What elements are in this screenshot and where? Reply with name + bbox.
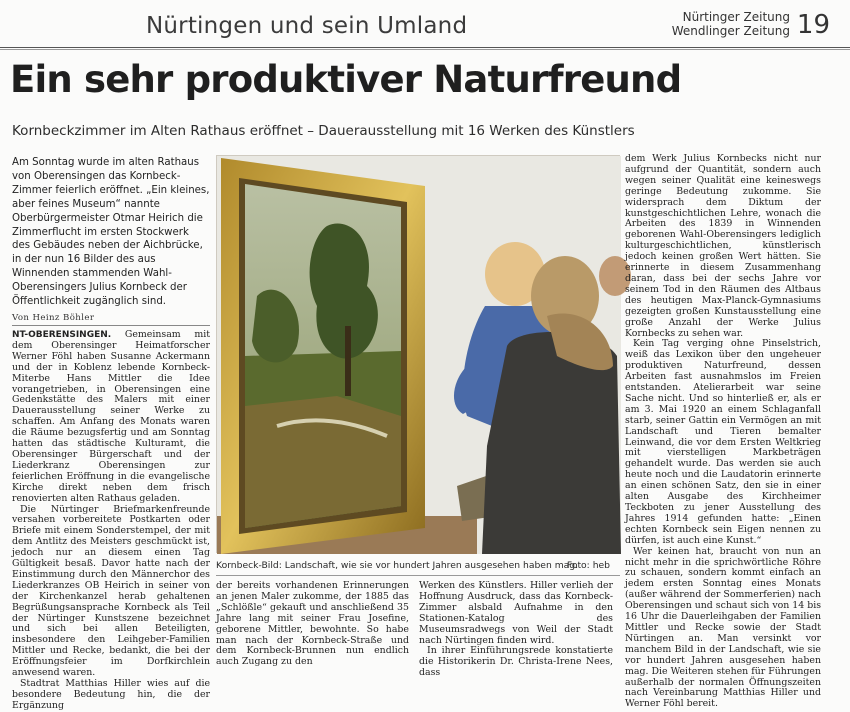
paragraph-text: Gemeinsam mit dem Oberensinger Heimatforscher Werner Föhl haben Susanne Ackermann und der in Koblenz lebende Kornbeck-Miterbe Hans Mittler die Idee vorangetrieben, in Oberensingen eine Gedenkstätte des Malers mit einer Dauerausstellung seiner Werke zu schaffen. Am Anfang des Monats waren die Räume bezugsfertig und am Sonntag hatten das städtische Kulturamt, die Oberensinger Bürgerschaft und der Liederkranz Oberensingen zur feierlichen Eröffnung in die evangelische Kirche direkt neben dem frisch renovierten alten Rathaus geladen. — [12, 329, 210, 504]
newspaper-name-1: Nürtinger Zeitung — [682, 10, 790, 24]
paragraph: der bereits vorhandenen Erinnerungen an jenen Maler zukomme, der 1885 das „Schlößle“ gekauft und anschließend 35 Jahre lang mit seiner Frau Josefine, geborene Mittler, bewohnte. So habe man nach der Kornbeck-Straße und dem Kornbeck-Brunnen nun endlich auch Zugang zu den — [216, 580, 409, 668]
newspaper-names — [672, 10, 790, 38]
caption-divider — [216, 575, 620, 576]
article-byline: Von Heinz Böhler — [12, 313, 210, 326]
article-lead: Am Sonntag wurde im alten Rathaus von Oberensingen das Kornbeck-Zimmer feierlich eröffnet. „Ein kleines, aber feines Museum“ nannte Oberbürgermeister Otmar Heirich die Zimmerflucht im ersten Stockwerk des Gebäudes neben der Aichbrücke, in der nun 16 Bilder des aus Winnenden stammenden Wahl-Oberensingers Julius Kornbeck der Öffentlichkeit zugänglich sind. — [12, 157, 210, 308]
section-title: Nürtingen und sein Umland — [146, 13, 468, 39]
dateline: NT-OBERENSINGEN. — [12, 330, 112, 340]
article-column-right — [625, 154, 821, 710]
article-headline: Ein sehr produktiver Naturfreund — [10, 58, 682, 101]
paragraph: Die Nürtinger Briefmarkenfreunde versahen vorbereitete Postkarten oder Briefe mit einem Sonderstempel, der mit dem Antlitz des Meisters geschmückt ist, jedoch nur an diesem einen Tag Gültigkeit besaß. Davor hatte nach der Einstimmung durch den Männerchor des Liederkranzes OB Heirich in seiner von der Kirchenkanzel herab gehaltenen Begrüßungsansprache Kornbeck als Teil der Nürtinger Kunstszene bezeichnet und sich bei allen Beteiligten, insbesondere den Leihgeber-Familien Mittler und Recke, bedankt, die bei der Eröffnungsfeier im Dorfkirchlein anwesend waren. — [12, 503, 210, 679]
paragraph — [12, 330, 210, 505]
article-column-middle-2 — [419, 581, 613, 679]
page-number: 19 — [796, 10, 830, 40]
page-header — [0, 0, 850, 46]
photo-credit: Foto: heb — [566, 560, 610, 571]
newspaper-name-2: Wendlinger Zeitung — [671, 24, 790, 38]
article-column-left — [12, 330, 210, 712]
photo-caption — [216, 560, 620, 571]
paragraph: Stadtrat Matthias Hiller wies auf die besondere Bedeutung hin, die der Ergänzung — [12, 678, 210, 711]
header-divider — [0, 47, 850, 50]
article-column-middle-1 — [216, 581, 409, 668]
paragraph: In ihrer Einführungsrede konstatierte die Historikerin Dr. Christa-Irene Nees, dass — [419, 645, 613, 679]
paragraph: dem Werk Julius Kornbecks nicht nur aufgrund der Quantität, sondern auch wegen seiner Qualität eine keineswegs geringe Bedeutung zukomme. Sie widersprach dem Diktum der kunstgeschichtlichen Lehre, wonach die Arbeiten des 1839 in Winnenden geborenen Wahl-Oberensingers lediglich kulturgeschichtlichen, künstlerisch jedoch keinen großen Wert hätten. Sie erinnerte in diesem Zusammenhang daran, dass bei der sechs Jahre vor seinem Tod in den Räumen des Altbaus des heutigen Max-Planck-Gymnasiums gezeigten großen Kunstausstellung eine große Anzahl der Werke Julius Kornbecks zu sehen war. — [625, 153, 821, 339]
photo-illustration — [217, 156, 621, 554]
caption-text: Kornbeck-Bild: Landschaft, wie sie vor hundert Jahren ausgesehen haben mag. — [216, 560, 579, 571]
article-photo — [216, 155, 620, 553]
paragraph: Wer keinen hat, braucht von nun an nicht mehr in die sprichwörtliche Röhre zu schauen, sondern kommt einfach an jedem ersten Sonntag eines Monats (außer während der Sommerferien) nach Oberensingen und schaut sich von 14 bis 16 Uhr die Dauerleihgaben der Familien Mittler und Recke sowie der Stadt Nürtingen an. Man versinkt vor manchem Bild in der Landschaft, wie sie vor hundert Jahren ausgesehen haben mag. Die Weiteren stehen für Führungen außerhalb der normalen Öffnungszeiten nach Vereinbarung Matthias Hiller und Werner Föhl bereit. — [625, 545, 822, 710]
paragraph: Werken des Künstlers. Hiller verlieh der Hoffnung Ausdruck, dass das Kornbeck-Zimmer alsbald Aufnahme in den Stationen-Katalog des Museumsradwegs von Weil der Stadt nach Nürtingen finden wird. — [419, 580, 613, 646]
paragraph: Kein Tag verging ohne Pinselstrich, weiß das Lexikon über den ungeheuer produktiven Naturfreund, dessen Arbeiten fast ausnahmslos im Freien entstanden. Atelierarbeit war seine Sache nicht. Und so hinterließ er, als er am 3. Mai 1920 an einem Schlaganfall starb, seiner Gattin ein Vermögen an mit Landschaft und Tieren bemalter Leinwand, die vor dem Ersten Weltkrieg mit vierstelligen Markbeträgen gehandelt wurde. Das werden sie auch heute noch und die Laudatorin erinnerte an einen schönen Satz, den sie in einer alten Ausgabe des Kirchheimer Teckboten zu jener Ausstellung des Jahres 1914 gefunden hatte: „Einen echten Kornbeck sein Eigen nennen zu dürfen, ist auch eine Kunst.“ — [625, 338, 821, 546]
article-subheadline: Kornbeckzimmer im Alten Rathaus eröffnet – Dauerausstellung mit 16 Werken des Künstlers — [12, 123, 635, 139]
